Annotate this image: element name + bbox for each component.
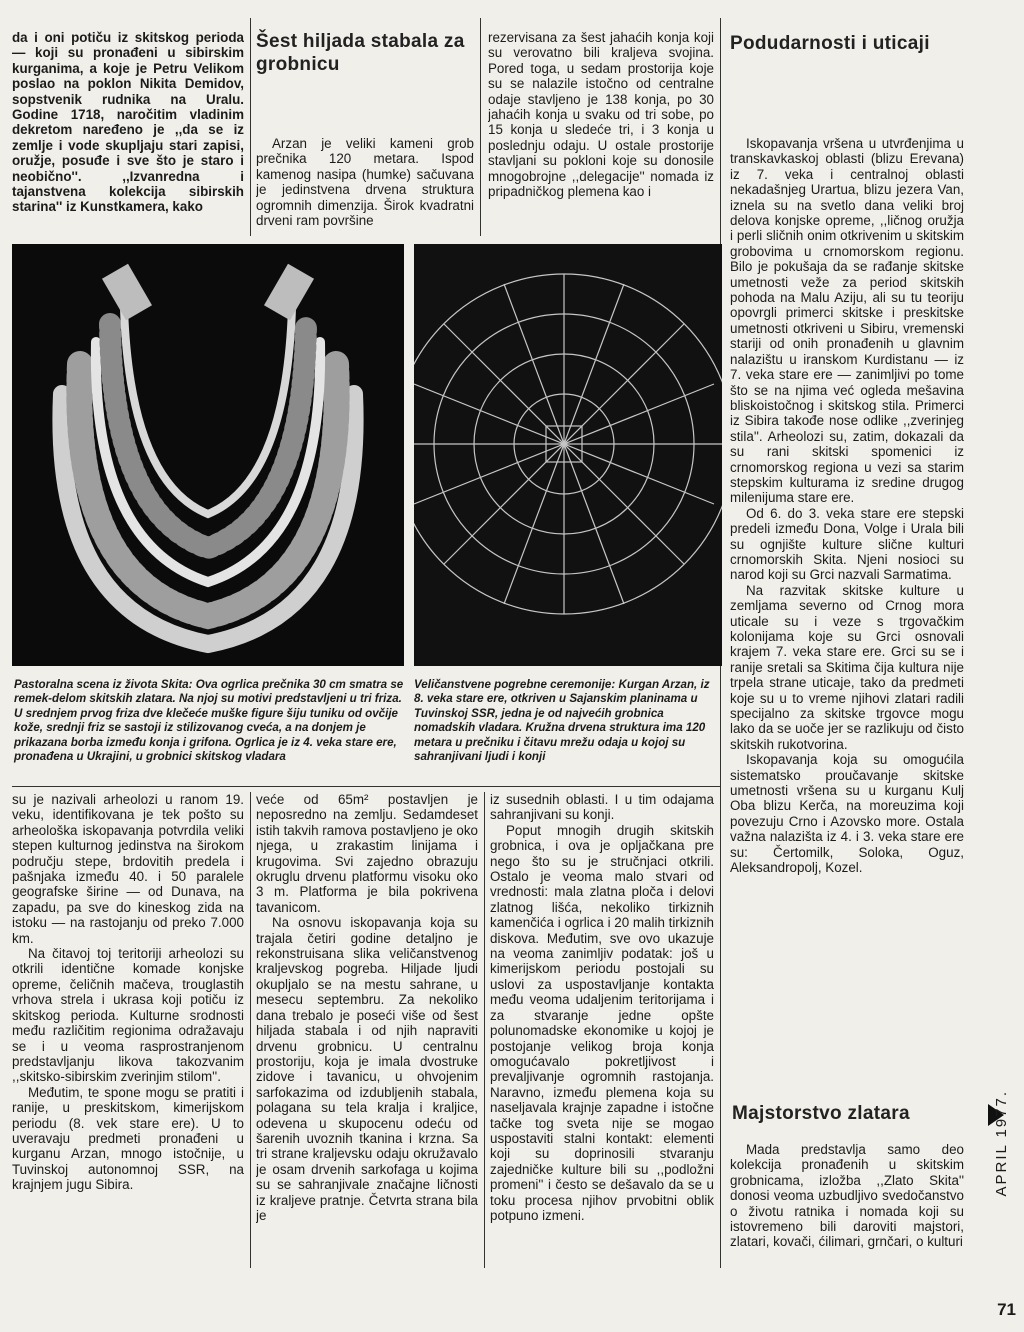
caption-divider: [12, 786, 720, 787]
column-divider: [484, 792, 485, 1268]
paragraph: Na razvitak skitske kulture u zemljama severno od Crnog mora uticale su i veze s trgovačkim kolonijama koje su Grci osnovali krajem 7. veka stare ere. Grci su se i ranije sretali sa Skitima čija kultura nije trpela strane uticaje, tako da predmeti koje su u to vreme njihovi zlatari radili specijalno za skitske trgovce mogu lako da se uoče jer se razlikuju od čisto skitskih rukotvorina.: [730, 582, 964, 752]
col4-text: [730, 136, 964, 1076]
arzan-kurgan-image: [414, 244, 722, 666]
col2-bottom-text: [256, 792, 478, 1268]
col3-top-text: [488, 30, 714, 236]
col4-bottom-text: [730, 1142, 964, 1268]
section-heading-podudarnosti: Podudarnosti i uticaji: [730, 33, 930, 54]
paragraph: Arzan je veliki kameni grob prečnika 120 metara. Ispod kamenog nasipa (humke) sačuvana je jedinstvena drvena struktura ogromnih dimenzija. Širok kvadratni drveni ram površine: [256, 136, 474, 229]
necklace-photo: [12, 244, 404, 666]
col1-top-text: [12, 30, 244, 236]
caption-necklace: Pastoralna scena iz života Skita: Ova ogrlica prečnika 30 cm smatra se remek-delom skitskih zlatara. Na njoj su motivi predstavljeni u tri friza. U srednjem prvog friza dve klečeće muške figure šiju tuniku od ovčije kože, srednji friz se sastoji iz stilizovanog cveća, a na donjem je prikazana borba između konja i grifona. Ogrlica je iz 4. veka stare ere, pronađena u Ukrajini, u grobnici skitskog vladara: [14, 678, 404, 764]
paragraph: Na osnovu iskopavanja koja su trajala četiri godine detaljno je rekonstruisana slika veličanstvenog kraljevskog pogreba. Hiljade ljudi okupljalo se na mestu sahrane, u mesecu septembru. Za nekoliko dana trebalo je poseći više od šest hiljada stabala i od njih napraviti drvenu grobnicu. U centralnu prostoriju, koja je imala dvostruke zidove i tavanicu, u ohvojenim sarfokazima od izdubljenih stabala, polagana su tela kralja i kraljice, odevena u skupocenu odeću od šarenih uvoznih tkanina i krzna. Sa tri strane kraljevsku odaju okružavalo je osam drvenih sarkofaga u kojima su se sahranjivale značajne ličnosti iz kraljeve pratnje. Četvrta strana bila je: [256, 915, 478, 1223]
gold-pectoral-image: [12, 244, 404, 666]
caption-kurgan: Veličanstvene pogrebne ceremonije: Kurgan Arzan, iz 8. veka stare ere, otkriven u Sajanskim planinama u Tuvinskoj SSR, jedna je od najvećih grobnica nomadskih vladara. Kružna drvena struktura ima 120 metara u prečniku i čitavu mrežu odaja u kojoj su sahranjivani ljudi i konji: [414, 678, 710, 764]
paragraph: Poput mnogih drugih skitskih grobnica, i ova je opljačkana pre nego što su je stručnjaci otkrili. Ostalo je veoma malo stvari od vrednosti: mala zlatna ploča i delovi zlatnog lišća, nekoliko tirkiznih kamenčića i ogrlica i 20 malih tirkiznih diskova. Međutim, sve ovo ukazuje na veoma zanimljiv podatak: još u kimerijskom periodu postojali su uslovi za uspostavljanje kontakta među veoma udaljenim teritorijama i za stvaranje jedne opšte polunomadske ekonomike u kojoj je postojanje velikog broja konja omogućavalo pokretljivost i prevaljivanje ogromnih rastojanja. Naravno, između plemena koja su naseljavala krajnje zapadne i istočne tačke tog sveta nije se mogao uspostaviti stalni kontakt: elementi koji su doprinosili stvaranju zajedničke kulture bili su ,,podložni promeni'' i često se dešavalo da se u toku procesa njihov prvobitni oblik potpuno izmeni.: [490, 822, 714, 1223]
column-divider: [250, 792, 251, 1268]
issue-date: APRIL 1977.: [993, 1090, 1010, 1197]
section-heading-majstorstvo: Majstorstvo zlatara: [732, 1103, 910, 1124]
paragraph: rezervisana za šest jahaćih konja koji su verovatno bili kraljeva svojina. Pored toga, u sedam prostorija koje su se nalazile istočno od centralne odaje stavljeno je 138 konja, po 30 jahaćih konja u svaku od tri sobe, po 15 konja u sledeće tri, i 3 konja u poslednju odaju. U ostale prostorije stavljani su pokloni koje su donosile mnogobrojne ,,delegacije'' nomada iz pripadničkog plemena kao i: [488, 30, 714, 200]
col1-bottom-text: [12, 792, 244, 1268]
column-divider: [250, 18, 251, 236]
kurgan-photo: [414, 244, 722, 666]
paragraph: da i oni potiču iz skitskog perioda — koji su pronađeni u sibirskim kurganima, a koje je Petru Velikom poslao na poklon Nikita Demidov, sopstvenik rudnika na Uralu. Godine 1718, naročitim vladinim dekretom naređeno je ,,da se iz zemlje i vode skupljaju stari zapisi, oružje, posuđe i sve što je staro i neobično''. ,,Izvanredna i tajanstvena kolekcija sibirskih starina'' iz Kunstkamera, kako: [12, 30, 244, 215]
page-number: 71: [997, 1300, 1016, 1319]
column-divider: [480, 18, 481, 236]
section-heading-sest-hiljada: Šest hiljada stabala za grobnicu: [256, 31, 465, 75]
col2-top-text: [256, 136, 474, 234]
paragraph: Iskopavanja koja su omogućila sistematsko proučavanje skitske umetnosti vršena su u kurganu Kulj Oba blizu Kerča, na moreuzima koji povezuju Crno i Azovsko more. Ostala važna nalazišta iz 4. i 3. veka stare ere su: Čertomilk, Soloka, Oguz, Aleksandropolj, Kozel.: [730, 752, 964, 876]
paragraph: Međutim, te spone mogu se pratiti i ranije, u preskitskom, kimerijskom periodu (8. vek stare ere). U to uveravaju predmeti pronađeni u kurganu Arzan, mnogo istočnije, u Tuvinskoj autonomnoj SSR, na krajnjem jugu Sibira.: [12, 1084, 244, 1193]
paragraph: iz susednih oblasti. I u tim odajama sahranjivani su konji.: [490, 792, 714, 823]
paragraph: su je nazivali arheolozi u ranom 19. veku, identifikovana je tek pošto su arheološka iskopavanja potvrdila veliki stepen kulturnog jedinstva na širokom području stepe, brdovitih predela i pašnjaka između 40. i 50 paralele geografske širine — od Dunava, na zapadu, pa sve do kineskog zida na istoku — na rastojanju od preko 7.000 km.: [12, 792, 244, 946]
paragraph: Iskopavanja vršena u utvrđenjima u transkavkaskoj oblasti (blizu Erevana) iz 7. veka i centralnoj oblasti nekadašnjeg Urartua, blizu jezera Van, iznela su na svetlo dana veliki broj delova konjske opreme, ,,ličnog oružja i perli sličnih onim otkrivenim u skitskim grobovima u crnomorskom regionu. Bilo je pokušaja da se rađanje skitske umetnosti veže za period skitskih pohoda na Malu Aziju, ali su tu teoriju opovrgli primerci skitske i preskitske umetnosti otkriveni u Sibiru, vremenski stariji od onih pronađenih u glavnim nalazištu u iranskom Kurdistanu — iz 7. veka stare ere — zanimljivi po tome što se na njima već ogleda mešavina bliskoistočnog i skitskog stila. Primerci iz Sibira takođe nose odlike ,,zverinjeg stila''. Arheolozi su, zatim, dokazali da su rani skitski spomenici iz crnomorskog regiona u vezi sa starim stepskim kulturama iz sredine drugog milenijuma stare ere.: [730, 136, 964, 506]
col3-bottom-text: [490, 792, 714, 1268]
paragraph: veće od 65m² postavljen je neposredno na zemlju. Sedamdeset istih takvih ramova postavljeno je oko njega, u zrakastim linijama i krugovima. Svi zajedno obrazuju okruglu drvenu platformu visoku oko 3 m. Platforma je bila pokrivena tavanicom.: [256, 792, 478, 915]
paragraph: Od 6. do 3. veka stare ere stepski predeli između Dona, Volge i Urala bili su ognjište kulture slične kulturi crnomorskih Skita. Njeni nosioci su narod koji su Grci nazvali Sarmatima.: [730, 505, 964, 583]
paragraph: Na čitavoj toj teritoriji arheolozi su otkrili identične komade konjske opreme, čeličnih mačeva, trouglastih vrhova strela i ukrasa koji potiču iz skitskog perioda. Kulturne srodnosti među različitim regionima odražavaju se i u veoma rasprostranjenom predstavljanju likova takozvanim ,,skitsko-sibirskim zverinjim stilom''.: [12, 946, 244, 1085]
paragraph: Mada predstavlja samo deo kolekcija pronađenih u skitskim grobnicama, izložba ,,Zlato Skita'' donosi veoma uzbudljivo svedočanstvo o životu ratnika i nomada koji su istovremeno bili daroviti majstori, zlatari, kovači, ćilimari, grnčari, o kulturi: [730, 1142, 964, 1250]
